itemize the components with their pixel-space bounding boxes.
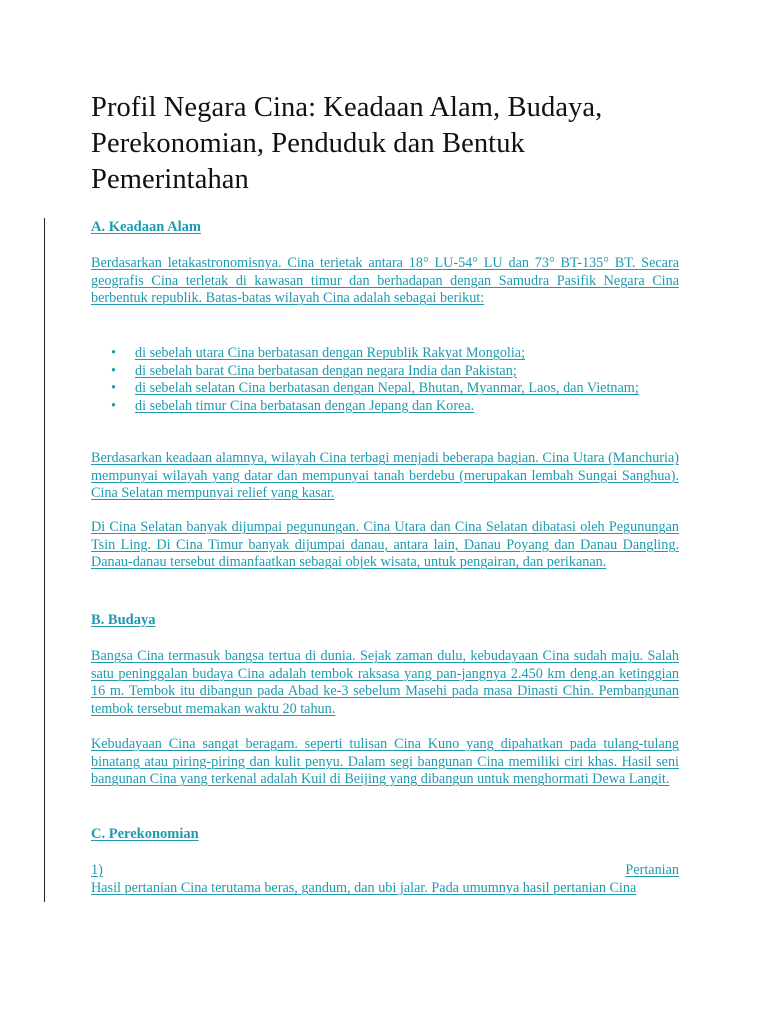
paragraph-budaya-1[interactable]: Bangsa Cina termasuk bangsa tertua di dunia. Sejak zaman dulu, kebudayaan Cina sudah maju. Salah satu peninggalan budaya Cina adalah tembok raksasa yang pan-jangnya 2.450 km deng.an ketinggian 16 m. Tembok itu dibangun pada Abad ke-3 sebelum Masehi pada masa Dinasti Chin. Pembangunan tembok tersebut memakan waktu 20 tahun. (91, 648, 679, 717)
section-heading-keadaan-alam[interactable]: A. Keadaan Alam (91, 219, 201, 235)
numbered-subheading-pertanian[interactable] (91, 862, 679, 880)
list-item-text: di sebelah barat Cina berbatasan dengan negara India dan Pakistan; (135, 362, 517, 379)
list-item[interactable] (111, 398, 679, 416)
paragraph-pertanian-1[interactable]: Hasil pertanian Cina terutama beras, gandum, dan ubi jalar. Pada umumnya hasil pertanian Cina (91, 880, 637, 896)
paragraph-keadaan-alam-1[interactable]: Berdasarkan letakastronomisnya. Cina terietak antara 18° LU-54° LU dan 73° BT-135° BT. Secara geografis Cina terletak di kawasan timur dan berhadapan dengan Samudra Pasifik Negara Cina berbentuk republik. Batas-batas wilayah Cina adalah sebagai berikut: (91, 255, 679, 306)
item-label: Pertanian (625, 862, 679, 878)
left-margin-line (44, 218, 45, 902)
list-item[interactable] (111, 363, 679, 381)
paragraph-budaya-2[interactable]: Kebudayaan Cina sangat beragam. seperti tulisan Cina Kuno yang dipahatkan pada tulang-tulang binatang atau piring-piring dan kulit penyu. Dalam segi bangunan Cina memiliki ciri khas. Hasil seni bangunan Cina yang terkenal adalah Kuil di Beijing yang dibangun untuk menghormati Dewa Langit. (91, 736, 679, 787)
bullet-icon: • (111, 397, 116, 414)
paragraph-keadaan-alam-3[interactable]: Di Cina Selatan banyak dijumpai pegunungan. Cina Utara dan Cina Selatan dibatasi oleh Pegunungan Tsin Ling. Di Cina Timur banyak dijumpai danau, antara lain, Danau Poyang dan Danau Dangling. Danau-danau tersebut dimanfaatkan sebagai objek wisata, untuk pengairan, dan perikanan. (91, 519, 679, 570)
list-item[interactable] (111, 345, 679, 363)
item-number: 1) (91, 862, 103, 878)
section-heading-budaya[interactable]: B. Budaya (91, 612, 156, 628)
list-item[interactable] (111, 380, 679, 398)
bullet-icon: • (111, 380, 116, 396)
document-title: Profil Negara Cina: Keadaan Alam, Budaya, Perekonomian, Penduduk dan Bentuk Pemerintahan (91, 92, 603, 195)
bullet-list-batas-wilayah (111, 345, 679, 415)
list-item-text: di sebelah timur Cina berbatasan dengan Jepang dan Korea. (135, 397, 475, 414)
list-item-text: di sebelah selatan Cina berbatasan dengan Nepal, Bhutan, Myanmar, Laos, dan Vietnam; (135, 380, 639, 396)
bullet-icon: • (111, 345, 116, 361)
bullet-icon: • (111, 362, 116, 379)
list-item-text: di sebelah utara Cina berbatasan dengan Republik Rakyat Mongolia; (135, 345, 526, 361)
section-heading-perekonomian[interactable]: C. Perekonomian (91, 826, 199, 842)
paragraph-keadaan-alam-2[interactable]: Berdasarkan keadaan alamnya, wilayah Cina terbagi menjadi beberapa bagian. Cina Utara (Manchuria) mempunyai wilayah yang datar dan mempunyai tanah berdebu (merupakan lembah Sungai Sanghua). Cina Selatan mempunyai relief yang kasar. (91, 450, 679, 501)
